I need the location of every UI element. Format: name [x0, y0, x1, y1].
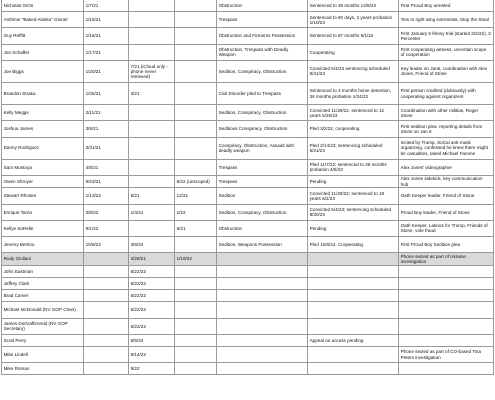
table-row	[2, 188, 494, 204]
cell-status: Sentenced to 87 months 8/1/22	[308, 28, 399, 44]
cell-name: Guy Reffitt	[2, 28, 84, 44]
cell-phone-seized	[129, 159, 175, 175]
cell-phone-searched: 1/22	[175, 204, 217, 220]
cell-phone-searched	[175, 334, 217, 346]
table-row	[2, 0, 494, 12]
table-row	[2, 121, 494, 137]
cell-status: Pled 3/2/22, cooperating	[308, 121, 399, 137]
cell-name: James DeGraffenreid (NV GOP Secretary)	[2, 318, 84, 334]
cell-charges: Trespass	[217, 175, 308, 188]
cell-status: Convicted 5/4/23; sentencing scheduled 8/30/23	[308, 204, 399, 220]
cell-phone-seized: 9/22	[129, 363, 175, 375]
cell-phone-seized	[129, 137, 175, 159]
table-row	[2, 290, 494, 302]
table-row	[2, 28, 494, 44]
cell-status	[308, 363, 399, 375]
prosecutions-table	[1, 0, 494, 375]
cell-phone-seized: 4/28/21	[129, 253, 175, 266]
cell-phone-searched: 6/22 (unscoped)	[175, 175, 217, 188]
cell-phone-searched	[175, 265, 217, 277]
cell-name: Owen Shroyer	[2, 175, 84, 188]
cell-date-charged	[84, 278, 129, 290]
cell-notes: Oath Keeper, Latinos for Trump, Friends of Stone, vote fraud	[399, 220, 494, 236]
table-row	[2, 105, 494, 121]
cell-date-charged: 9/1/22	[84, 220, 129, 236]
cell-phone-seized	[129, 12, 175, 28]
cell-phone-seized: 6/22/22	[129, 290, 175, 302]
cell-notes	[399, 363, 494, 375]
cell-phone-seized: 3/8/22	[129, 237, 175, 253]
table-row	[2, 278, 494, 290]
cell-status	[308, 318, 399, 334]
cell-phone-searched	[175, 363, 217, 375]
cell-charges: Seditious Conspiracy, Obstruction	[217, 121, 308, 137]
cell-name: Danny Rodriguez	[2, 137, 84, 159]
cell-date-charged: 2/11/21	[84, 105, 129, 121]
cell-name: Sam Montoya	[2, 159, 84, 175]
cell-notes	[399, 278, 494, 290]
cell-phone-searched	[175, 137, 217, 159]
cell-charges: Sedition, Conspiracy, Obstruction	[217, 204, 308, 220]
table-row	[2, 44, 494, 60]
cell-name: Jon Schaffer	[2, 44, 84, 60]
cell-notes: Oath Keeper leader, Friend of Stone	[399, 188, 494, 204]
table-row	[2, 302, 494, 318]
cell-date-charged	[84, 290, 129, 302]
cell-date-charged	[84, 265, 129, 277]
cell-phone-searched	[175, 302, 217, 318]
cell-phone-seized: 6/22/22	[129, 318, 175, 334]
cell-phone-searched: 6/21	[175, 220, 217, 236]
cell-date-charged: 10/6/22	[84, 237, 129, 253]
cell-name: Nicholas Ochs	[2, 0, 84, 12]
cell-name: Brandon Straka	[2, 82, 84, 104]
cell-charges	[217, 346, 308, 362]
cell-phone-seized	[129, 44, 175, 60]
table-row	[2, 237, 494, 253]
cell-name: Enrique Tarrio	[2, 204, 84, 220]
cell-status: Sentenced to 3 months home detention, 36 months probation 1/24/22	[308, 82, 399, 104]
cell-phone-seized: 3/21	[129, 82, 175, 104]
cell-phone-seized	[129, 0, 175, 12]
cell-phone-searched	[175, 121, 217, 137]
cell-status	[308, 265, 399, 277]
cell-date-charged	[84, 363, 129, 375]
cell-charges	[217, 302, 308, 318]
cell-charges	[217, 318, 308, 334]
cell-charges	[217, 290, 308, 302]
cell-status	[308, 290, 399, 302]
table-row	[2, 318, 494, 334]
cell-charges	[217, 363, 308, 375]
cell-status	[308, 346, 399, 362]
cell-phone-seized: 6/22/22	[129, 278, 175, 290]
cell-name: Joshua James	[2, 121, 84, 137]
cell-phone-seized: 5/21	[129, 188, 175, 204]
table-row	[2, 220, 494, 236]
cell-charges: Obstruction	[217, 0, 308, 12]
cell-charges	[217, 334, 308, 346]
cell-name: Mike Roman	[2, 363, 84, 375]
cell-date-charged	[84, 346, 129, 362]
cell-name: Kelly Meggs	[2, 105, 84, 121]
table-row	[2, 12, 494, 28]
cell-phone-searched	[175, 318, 217, 334]
cell-date-charged: 8/23/21	[84, 175, 129, 188]
cell-status	[308, 302, 399, 318]
cell-status	[308, 278, 399, 290]
cell-charges: Sedition, Weapons Possession	[217, 237, 308, 253]
cell-date-charged	[84, 318, 129, 334]
cell-charges	[217, 253, 308, 266]
cell-status: Appeal on access pending	[308, 334, 399, 346]
cell-date-charged	[84, 302, 129, 318]
table-row	[2, 204, 494, 220]
cell-date-charged: 3/9/21	[84, 121, 129, 137]
cell-charges: Obstruction	[217, 220, 308, 236]
cell-phone-seized: 8/9/22	[129, 334, 175, 346]
cell-charges: Obstruction and Firearms Possession	[217, 28, 308, 44]
cell-notes	[399, 265, 494, 277]
cell-charges	[217, 265, 308, 277]
cell-phone-searched	[175, 346, 217, 362]
cell-status	[308, 253, 399, 266]
cell-charges: Sedition	[217, 188, 308, 204]
cell-charges: Sedition, Conspiracy, Obstruction	[217, 105, 308, 121]
table-row	[2, 253, 494, 266]
cell-notes: First cooperating witness, uncertain scope of cooperation	[399, 44, 494, 60]
cell-name: Stewart Rhodes	[2, 188, 84, 204]
cell-phone-seized: 6/22/22	[129, 302, 175, 318]
cell-notes: Incited by Trump, SoCal anti-mask organizing, confessed he knew there might be casualties, tased Michael Fanone	[399, 137, 494, 159]
table-row	[2, 60, 494, 82]
cell-name: Joe Biggs	[2, 60, 84, 82]
cell-date-charged: 1/15/21	[84, 12, 129, 28]
cell-charges: Trespass	[217, 12, 308, 28]
cell-phone-searched	[175, 0, 217, 12]
cell-notes	[399, 318, 494, 334]
cell-phone-searched	[175, 159, 217, 175]
table-row	[2, 346, 494, 362]
cell-phone-seized	[129, 105, 175, 121]
cell-date-charged: 1/13/22	[84, 188, 129, 204]
cell-name: Jeremy Bertino	[2, 237, 84, 253]
cell-phone-seized	[129, 220, 175, 236]
cell-name: Mike Lindell	[2, 346, 84, 362]
cell-charges	[217, 278, 308, 290]
cell-name: Brad Carver	[2, 290, 84, 302]
cell-name: Anthime "Baked Alaska" Gionet	[2, 12, 84, 28]
cell-phone-searched: 12/21	[175, 188, 217, 204]
cell-notes: Key leader on Jan6, coordination with Alex Jones, Friend of Stone	[399, 60, 494, 82]
cell-name: Rudy Giuliani	[2, 253, 84, 266]
cell-name: Kellye SoRelle	[2, 220, 84, 236]
cell-status: Cooperating	[308, 44, 399, 60]
table-row	[2, 82, 494, 104]
cell-phone-searched	[175, 60, 217, 82]
cell-phone-searched	[175, 44, 217, 60]
table-row	[2, 175, 494, 188]
cell-name: John Eastman	[2, 265, 84, 277]
cell-phone-searched	[175, 290, 217, 302]
cell-date-charged	[84, 334, 129, 346]
cell-status: Pending	[308, 220, 399, 236]
cell-status: Convicted 11/29/22, sentenced to 12 years 5/25/23	[308, 105, 399, 121]
cell-status: Convicted 11/29/22; sentenced to 18 years 5/2/23	[308, 188, 399, 204]
table-row	[2, 137, 494, 159]
cell-notes	[399, 302, 494, 318]
cell-charges: Obstruction, Trespass with Deadly Weapon	[217, 44, 308, 60]
cell-date-charged: 3/8/22	[84, 204, 129, 220]
cell-status: Pending	[308, 175, 399, 188]
cell-charges: Civil Disorder pled to Trespass	[217, 82, 308, 104]
cell-status: Sentenced to 36 months 12/9/22	[308, 0, 399, 12]
cell-date-charged: 1/17/21	[84, 44, 129, 60]
cell-name: Michael McDonald (NV GOP Chair)	[2, 302, 84, 318]
cell-name: Jeffrey Clark	[2, 278, 84, 290]
cell-phone-searched	[175, 278, 217, 290]
cell-status: Pled 2/14/23; sentencing scheduled 6/21/23	[308, 137, 399, 159]
cell-status: Pled 10/6/22, Cooperating	[308, 237, 399, 253]
cell-phone-searched	[175, 105, 217, 121]
cell-phone-seized	[129, 175, 175, 188]
cell-phone-seized: 7/21 (iCloud only - phone never retrieved)	[129, 60, 175, 82]
cell-notes: Phone seized as part of CO-based Tina Peters investigation	[399, 346, 494, 362]
cell-notes: Alex Jones' videographer	[399, 159, 494, 175]
cell-status: Convicted 5/4/23 sentencing scheduled 8/31/23	[308, 60, 399, 82]
cell-status: Sentenced to 60 days, 2 years probation 1/10/23	[308, 12, 399, 28]
cell-notes: Proud Boy leader, Friend of Stone	[399, 204, 494, 220]
cell-notes: Coordination with other militias, Roger Stone	[399, 105, 494, 121]
cell-notes: First Proud Boy arrested	[399, 0, 494, 12]
cell-charges: Conspiracy, Obstruction, Assault with deadly weapon	[217, 137, 308, 159]
cell-date-charged: 4/8/21	[84, 159, 129, 175]
table-body	[2, 0, 494, 375]
cell-notes: Alex Jones sidekick, key communication hub	[399, 175, 494, 188]
cell-notes: First January 6 felony trial (started 3/2/22), 3 Percenter	[399, 28, 494, 44]
cell-phone-seized: 6/22/22	[129, 265, 175, 277]
cell-notes: Ties to right wing extremists, Stop the Steal	[399, 12, 494, 28]
cell-date-charged: 1/20/21	[84, 60, 129, 82]
cell-phone-seized	[129, 121, 175, 137]
cell-date-charged: 3/31/21	[84, 137, 129, 159]
table-row	[2, 265, 494, 277]
table-row	[2, 363, 494, 375]
cell-phone-searched	[175, 237, 217, 253]
cell-date-charged	[84, 253, 129, 266]
cell-notes: First sedition plea, reporting details from Stone on Jan 6	[399, 121, 494, 137]
cell-notes	[399, 290, 494, 302]
cell-phone-searched	[175, 12, 217, 28]
cell-phone-searched	[175, 82, 217, 104]
cell-date-charged: 1/7/21	[84, 0, 129, 12]
cell-phone-searched: 1/19/22	[175, 253, 217, 266]
table-row	[2, 159, 494, 175]
cell-notes: First Proud Boy Sedition plea	[399, 237, 494, 253]
cell-notes	[399, 334, 494, 346]
cell-date-charged: 1/16/21	[84, 28, 129, 44]
cell-name: Scott Perry	[2, 334, 84, 346]
cell-notes: Phone seized as part of Ukraine investigation	[399, 253, 494, 266]
cell-phone-seized: 1/4/21	[129, 204, 175, 220]
cell-phone-searched	[175, 28, 217, 44]
cell-date-charged: 1/25/21	[84, 82, 129, 104]
cell-phone-seized: 9/14/22	[129, 346, 175, 362]
cell-status: Pled 11/7/22; sentenced to 36 months probation 4/5/23	[308, 159, 399, 175]
cell-phone-seized	[129, 28, 175, 44]
cell-charges: Sedition, Conspiracy, Obstruction	[217, 60, 308, 82]
table-row	[2, 334, 494, 346]
cell-charges: Trespass	[217, 159, 308, 175]
cell-notes: First person credited (dubiously) with cooperating against organizers	[399, 82, 494, 104]
